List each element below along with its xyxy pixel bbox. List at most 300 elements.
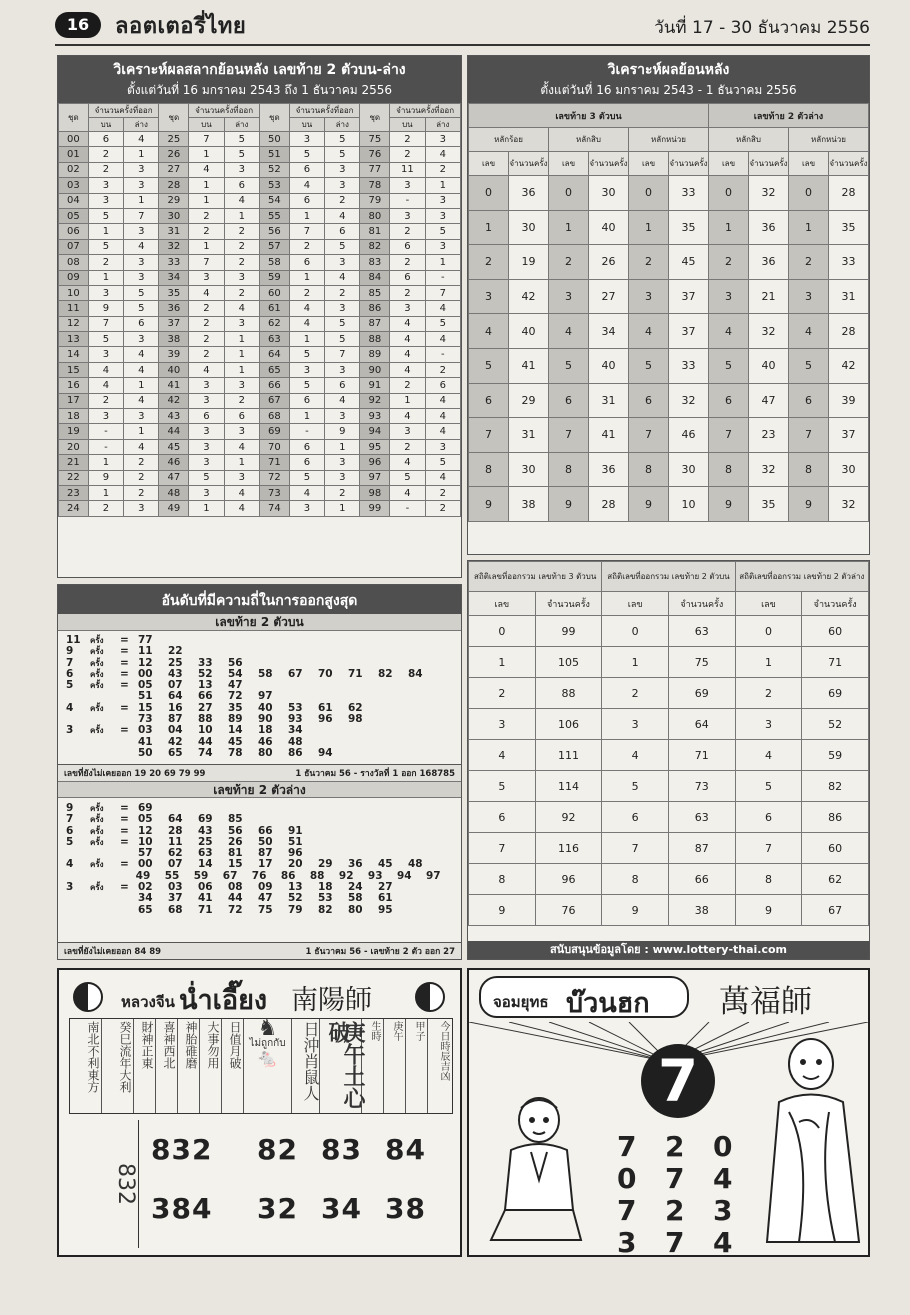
count-top: 3 [189, 393, 224, 408]
count-bottom: 3 [224, 378, 259, 393]
rank-number: 00 [138, 858, 153, 871]
count-top: 5 [289, 147, 324, 162]
digit-cell: 5 [789, 348, 829, 383]
digit-cell: 6 [735, 802, 802, 833]
count-bottom: 1 [224, 208, 259, 223]
table-row [59, 362, 461, 377]
horse-icon: ♞ [257, 1016, 278, 1041]
rank-times-word: ครั้ง [90, 883, 104, 893]
count-top: 2 [189, 347, 224, 362]
count-top: 2 [88, 162, 123, 177]
digit-cell: 2 [789, 245, 829, 280]
left-analysis-header [58, 56, 461, 103]
rank-number: 67 [222, 869, 238, 882]
table-row [469, 647, 869, 678]
rank-number: 72 [228, 690, 243, 703]
rank-number: 88 [198, 713, 213, 726]
count-top: 4 [390, 485, 425, 500]
digit-cell: 5 [469, 771, 536, 802]
count-top: 1 [289, 270, 324, 285]
count-bottom: 9 [325, 424, 360, 439]
digit-cell: 4 [549, 314, 589, 349]
luang-jeen-box [57, 968, 462, 1257]
count-cell: 64 [668, 709, 735, 740]
number-set: 32 [159, 239, 189, 254]
digit-cell: 8 [469, 452, 509, 487]
table-row [469, 616, 869, 647]
digit-cell: 5 [709, 348, 749, 383]
pos-units-2: หลักหน่วย [789, 128, 869, 152]
count-top: 4 [390, 362, 425, 377]
rank-times-word [90, 748, 120, 759]
col-chud: ชุด [259, 104, 289, 132]
rank-number: 95 [378, 903, 393, 916]
col-num: เลข [469, 152, 509, 176]
digit-cell: 2 [709, 245, 749, 280]
rank-number: 44 [198, 735, 213, 748]
rank-number: 89 [228, 713, 243, 726]
rank-number: 75 [258, 903, 273, 916]
number-set: 06 [59, 224, 89, 239]
count-cell: 87 [668, 833, 735, 864]
rank-row [66, 725, 455, 736]
number-set: 33 [159, 255, 189, 270]
rank-row [66, 814, 455, 825]
digit-cell: 9 [602, 895, 669, 926]
number-set: 57 [259, 239, 289, 254]
lucky-number: 83 [321, 1133, 362, 1166]
digit-cell: 6 [709, 383, 749, 418]
count-bottom: 4 [425, 301, 460, 316]
number-set: 24 [59, 501, 89, 516]
rank-times-word [90, 691, 120, 702]
ranking-bottom-subtitle: เลขท้าย 2 ตัวล่าง [58, 781, 461, 798]
table-row [469, 176, 869, 211]
digit-cell: 1 [709, 210, 749, 245]
pos-hundreds: หลักร้อย [469, 128, 549, 152]
kneeling-man-illustration [481, 1090, 601, 1250]
col-chud: ชุด [159, 104, 189, 132]
number-set: 46 [159, 455, 189, 470]
prediction-digit: 3 [617, 1226, 637, 1259]
digit-cell: 6 [549, 383, 589, 418]
rank-times: 4 [66, 701, 74, 714]
count-bottom: 2 [425, 362, 460, 377]
rank-number: 56 [228, 656, 243, 669]
digit-cell: 6 [789, 383, 829, 418]
count-cell: 35 [829, 210, 869, 245]
count-top: 3 [88, 285, 123, 300]
digit-cell: 7 [602, 833, 669, 864]
count-bottom: 6 [325, 378, 360, 393]
horse-cell [244, 1016, 292, 1113]
count-bottom: 3 [325, 409, 360, 424]
count-top: 4 [88, 362, 123, 377]
rank-number: 66 [198, 690, 213, 703]
count-bottom: 2 [124, 485, 159, 500]
rank-number: 00 [138, 667, 153, 680]
count-cell: 42 [829, 348, 869, 383]
digit-stats-panel [467, 560, 870, 960]
count-bottom: - [425, 270, 460, 285]
rank-number: 56 [228, 824, 243, 837]
count-top: 6 [289, 255, 324, 270]
digit-cell: 9 [469, 895, 536, 926]
rank-eq: = [120, 667, 129, 680]
count-cell: 60 [802, 833, 869, 864]
number-set: 84 [360, 270, 390, 285]
rank-number: 25 [198, 835, 213, 848]
rank-number: 20 [288, 858, 303, 871]
number-set: 53 [259, 178, 289, 193]
rank-number: 65 [168, 746, 183, 759]
rank-number: 05 [138, 813, 153, 826]
number-set: 81 [360, 224, 390, 239]
rank-eq: = [120, 656, 129, 669]
digit-cell: 0 [602, 616, 669, 647]
number-set: 74 [259, 501, 289, 516]
count-top: 4 [189, 162, 224, 177]
number-set: 70 [259, 439, 289, 454]
number-set: 60 [259, 285, 289, 300]
count-bottom: 1 [425, 178, 460, 193]
col-count: จำนวนครั้ง [668, 592, 735, 616]
rank-row [66, 905, 455, 916]
almanac-text: 甲子 [406, 1019, 428, 1113]
digit-cell: 9 [789, 487, 829, 522]
rank-row [66, 893, 455, 904]
rank-eq: = [120, 802, 129, 814]
rank-number: 45 [228, 735, 243, 748]
rank-number: 29 [318, 858, 333, 871]
count-cell: 71 [802, 647, 869, 678]
count-top: - [289, 424, 324, 439]
rank-number: 17 [258, 858, 273, 871]
rank-number: 84 [408, 667, 423, 680]
prediction-digit: 2 [665, 1194, 685, 1227]
table-row [59, 132, 461, 147]
count-cell: 71 [668, 740, 735, 771]
number-set: 50 [259, 132, 289, 147]
number-set: 47 [159, 470, 189, 485]
count-top: 4 [390, 316, 425, 331]
count-top: 2 [189, 332, 224, 347]
rank-number: 65 [138, 903, 153, 916]
digit-cell: 0 [469, 176, 509, 211]
rank-number: 53 [288, 701, 303, 714]
number-set: 83 [360, 255, 390, 270]
left-head-row [59, 104, 461, 118]
count-cell: 30 [829, 452, 869, 487]
rank-times: 6 [66, 824, 74, 837]
rank-times: 3 [66, 724, 74, 737]
count-top: 1 [189, 501, 224, 516]
count-top: 3 [88, 193, 123, 208]
digit-cell: 9 [735, 895, 802, 926]
count-cell: 23 [749, 418, 789, 453]
count-cell: 30 [589, 176, 629, 211]
number-set: 78 [360, 178, 390, 193]
prediction-digit: 4 [713, 1226, 733, 1259]
count-top: 5 [390, 470, 425, 485]
digit-cell: 6 [629, 383, 669, 418]
count-bottom: 6 [124, 316, 159, 331]
count-cell: 76 [535, 895, 602, 926]
prediction-digit: 0 [713, 1130, 733, 1163]
rank-number: 74 [198, 746, 213, 759]
count-bottom: 3 [124, 162, 159, 177]
number-set: 22 [59, 470, 89, 485]
rank-number: 55 [164, 869, 180, 882]
count-top: 1 [189, 193, 224, 208]
digit-cell: 3 [602, 709, 669, 740]
number-set: 18 [59, 409, 89, 424]
number-set: 93 [360, 409, 390, 424]
number-set: 54 [259, 193, 289, 208]
lucky-number: 38 [385, 1192, 426, 1225]
count-top: 5 [88, 332, 123, 347]
number-set: 72 [259, 470, 289, 485]
count-cell: 35 [749, 487, 789, 522]
rank-number: 54 [228, 667, 243, 680]
count-cell: 30 [509, 210, 549, 245]
header-rule [55, 44, 870, 46]
count-top: 4 [189, 362, 224, 377]
rank-times-word: ครั้ง [90, 860, 104, 870]
count-cell: 32 [829, 487, 869, 522]
rank-number: 85 [228, 813, 243, 826]
count-top: 5 [189, 470, 224, 485]
count-cell: 40 [749, 348, 789, 383]
rank-number: 67 [288, 667, 303, 680]
stats-head-3top: สถิติเลขที่ออกรวม เลขท้าย 3 ตัวบน [469, 562, 602, 592]
count-bottom: 5 [224, 132, 259, 147]
digit-cell: 6 [469, 383, 509, 418]
count-top: 2 [88, 393, 123, 408]
count-cell: 19 [509, 245, 549, 280]
count-bottom: 5 [325, 316, 360, 331]
rank-times-word [90, 905, 120, 916]
rank-number: 78 [228, 746, 243, 759]
count-top: 4 [289, 301, 324, 316]
count-top: 11 [390, 162, 425, 177]
digit-cell: 5 [629, 348, 669, 383]
rank-number: 05 [138, 679, 153, 692]
rank-number: 80 [348, 903, 363, 916]
count-top: 3 [189, 378, 224, 393]
rank-number: 06 [198, 881, 213, 894]
count-bottom: 7 [124, 208, 159, 223]
rank-eq: = [120, 835, 129, 848]
rank-number: 66 [258, 824, 273, 837]
digit-cell: 8 [735, 864, 802, 895]
count-bottom: 4 [425, 470, 460, 485]
count-cell: 96 [535, 864, 602, 895]
almanac-text: 庚午 [384, 1019, 406, 1113]
rank-number: 53 [318, 892, 333, 905]
count-cell: 36 [749, 245, 789, 280]
rank-times: 9 [66, 645, 74, 658]
count-top: 2 [189, 224, 224, 239]
table-row [59, 224, 461, 239]
number-set: 04 [59, 193, 89, 208]
left-analysis-panel [57, 55, 462, 578]
number-set: 52 [259, 162, 289, 177]
count-bottom: 5 [325, 332, 360, 347]
number-set: 77 [360, 162, 390, 177]
number-set: 99 [360, 501, 390, 516]
number-set: 10 [59, 285, 89, 300]
col-num: เลข [735, 592, 802, 616]
table-row [469, 895, 869, 926]
table-row [59, 332, 461, 347]
number-set: 00 [59, 132, 89, 147]
col-count: จำนวนครั้ง [509, 152, 549, 176]
rank-number: 62 [348, 701, 363, 714]
rank-number: 79 [288, 903, 303, 916]
table-row [59, 178, 461, 193]
count-bottom: 2 [224, 224, 259, 239]
count-cell: 92 [535, 802, 602, 833]
rank-number: 12 [138, 824, 153, 837]
count-top: 4 [390, 455, 425, 470]
count-cell: 32 [749, 452, 789, 487]
rank-number: 03 [168, 881, 183, 894]
count-cell: 38 [668, 895, 735, 926]
number-set: 94 [360, 424, 390, 439]
count-bottom: 3 [425, 193, 460, 208]
count-cell: 32 [669, 383, 709, 418]
rank-number: 41 [198, 892, 213, 905]
rank-eq: = [120, 824, 129, 837]
count-bottom: 2 [325, 485, 360, 500]
rank-times: 4 [66, 858, 74, 871]
count-bottom: 1 [224, 332, 259, 347]
count-cell: 111 [535, 740, 602, 771]
ranking-top-subtitle: เลขท้าย 2 ตัวบน [58, 614, 461, 631]
count-bottom: 3 [224, 316, 259, 331]
rank-times: 5 [66, 679, 74, 692]
rank-number: 28 [168, 824, 183, 837]
rank-times [66, 737, 90, 748]
count-bottom: 4 [124, 362, 159, 377]
rank-number: 86 [288, 746, 303, 759]
digit-cell: 8 [629, 452, 669, 487]
number-set: 15 [59, 362, 89, 377]
digit-cell: 0 [629, 176, 669, 211]
table-row [469, 210, 869, 245]
number-set: 73 [259, 485, 289, 500]
count-bottom: 3 [224, 424, 259, 439]
table-row [469, 709, 869, 740]
col-count: จำนวนครั้งที่ออก [88, 104, 159, 118]
count-top: - [88, 439, 123, 454]
table-row [469, 487, 869, 522]
jom-yut-label: จอมยุทธ [493, 993, 549, 1011]
count-cell: 32 [749, 314, 789, 349]
count-cell: 31 [509, 418, 549, 453]
count-top: 3 [289, 362, 324, 377]
col-bon: บน [390, 118, 425, 132]
number-set: 97 [360, 470, 390, 485]
number-set: 86 [360, 301, 390, 316]
jom-yut-box [467, 968, 870, 1257]
count-top: 5 [88, 239, 123, 254]
count-top: 2 [88, 255, 123, 270]
number-set: 89 [360, 347, 390, 362]
number-set: 13 [59, 332, 89, 347]
count-top: 2 [189, 316, 224, 331]
number-set: 61 [259, 301, 289, 316]
digit-cell: 2 [469, 678, 536, 709]
digit-cell: 6 [469, 802, 536, 833]
col-lang: ล่าง [325, 118, 360, 132]
count-cell: 39 [829, 383, 869, 418]
count-cell: 33 [669, 176, 709, 211]
count-bottom: 2 [224, 255, 259, 270]
count-top: 6 [289, 162, 324, 177]
count-cell: 45 [669, 245, 709, 280]
rank-times-word: ครั้ง [90, 703, 104, 713]
rank-number: 15 [228, 858, 243, 871]
count-top: 1 [289, 208, 324, 223]
rank-times: 7 [66, 656, 74, 669]
table-row [59, 393, 461, 408]
number-set: 39 [159, 347, 189, 362]
digit-cell: 1 [469, 647, 536, 678]
group-2bottom: เลขท้าย 2 ตัวล่าง [709, 104, 869, 128]
count-cell: 28 [589, 487, 629, 522]
count-top: 6 [88, 132, 123, 147]
rank-number: 07 [168, 679, 183, 692]
rank-number: 57 [138, 847, 153, 860]
count-bottom: 4 [124, 439, 159, 454]
number-set: 02 [59, 162, 89, 177]
count-bottom: 2 [224, 239, 259, 254]
ranking-title: อันดับที่มีความถี่ในการออกสูงสุด [161, 593, 358, 609]
rank-number: 33 [198, 656, 213, 669]
col-count: จำนวนครั้ง [829, 152, 869, 176]
count-cell: 30 [509, 452, 549, 487]
table-row [469, 383, 869, 418]
count-cell: 31 [589, 383, 629, 418]
left-analysis-title: วิเคราะห์ผลสลากย้อนหลัง เลขท้าย 2 ตัวบน-ล่าง [113, 62, 406, 78]
ranking-panel [57, 584, 462, 960]
jom-yut-name: บ๊วนฮก [566, 988, 650, 1019]
digit-cell: 6 [602, 802, 669, 833]
rank-number: 35 [228, 701, 243, 714]
count-cell: 28 [829, 314, 869, 349]
count-top: 6 [289, 439, 324, 454]
right-analysis-title: วิเคราะห์ผลย้อนหลัง [607, 62, 730, 78]
count-cell: 40 [589, 348, 629, 383]
number-set: 98 [360, 485, 390, 500]
almanac-text: 喜神西北 [156, 1019, 178, 1113]
number-set: 63 [259, 332, 289, 347]
count-cell: 35 [669, 210, 709, 245]
almanac-text: 南北不利東方 [70, 1019, 102, 1113]
count-bottom: - [425, 347, 460, 362]
count-bottom: 2 [325, 193, 360, 208]
count-cell: 75 [668, 647, 735, 678]
count-bottom: 3 [124, 332, 159, 347]
publication-name: ลอตเตอรี่ไทย [115, 14, 247, 39]
count-bottom: 3 [425, 239, 460, 254]
number-set: 87 [360, 316, 390, 331]
rank-number: 64 [168, 813, 183, 826]
count-bottom: 2 [124, 455, 159, 470]
table-row [469, 833, 869, 864]
